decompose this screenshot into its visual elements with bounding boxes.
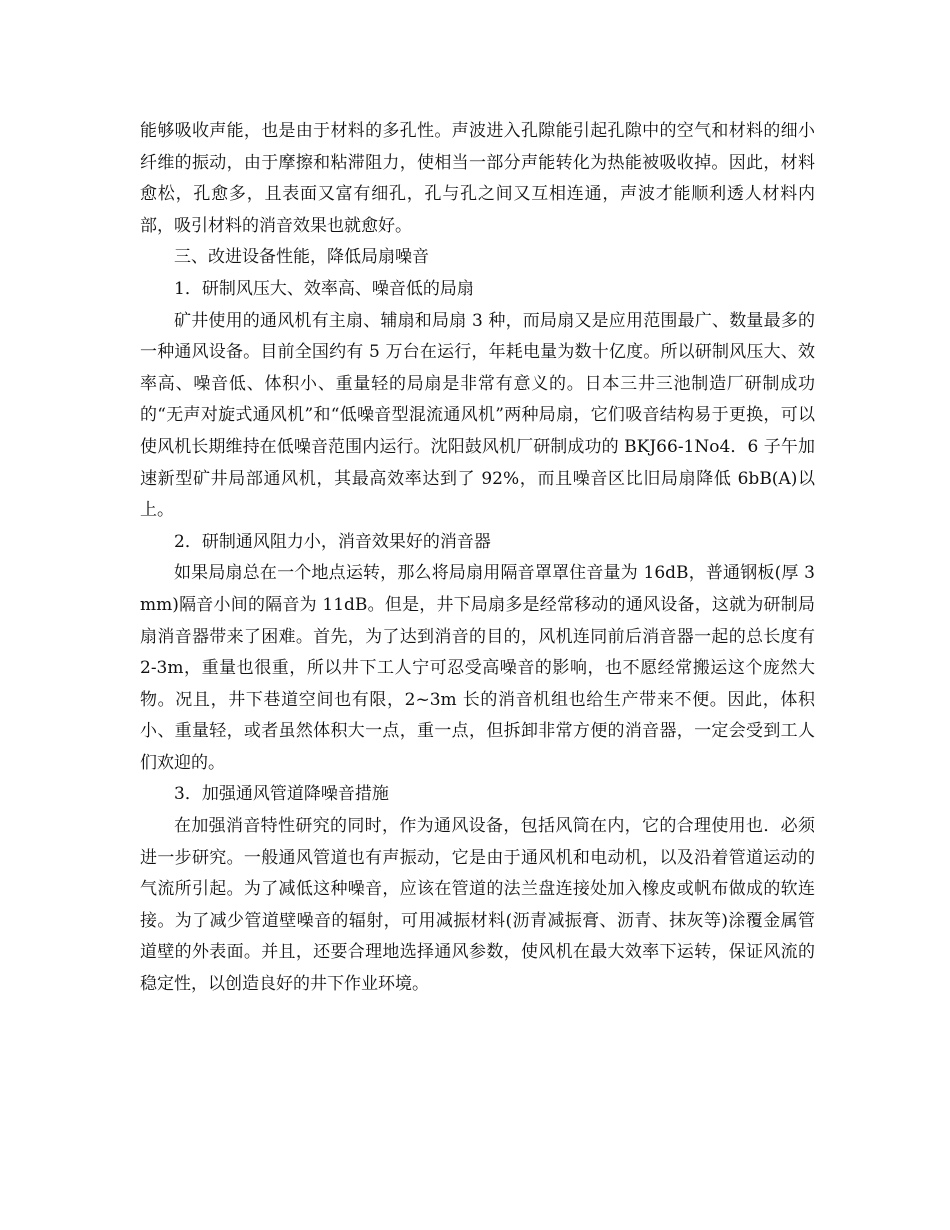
document-body bbox=[140, 116, 815, 1001]
section-heading-improve-equipment: 三、改进设备性能，降低局扇噪音 bbox=[174, 247, 429, 268]
subheading-muffler-development: 2．研制通风阻力小，消音效果好的消音器 bbox=[174, 531, 491, 552]
paragraph-local-fans: 矿井使用的通风机有主扇、辅扇和局扇 3 种，而局扇又是应用范围最广、数量最多的一种通风设备。目前全国约有 5 万台在运行，年耗电量为数十亿度。所以研制风压大、效率高、噪音低、体积小、重量轻的局扇是非常有意义的。日本三井三池制造厂研制成功的“无声对旋式通风机”和“低噪音型混流通风机”两种局扇，它们吸音结构易于更换，可以使风机长期维持在低噪音范围内运行。沈阳鼓风机厂研制成功的 BKJ66-1No4．6 子午加速新型矿井局部通风机，其最高效率达到了 92%，而且噪音区比旧局扇降低 6bB(A)以上。 bbox=[140, 310, 815, 521]
paragraph-muffler: 如果局扇总在一个地点运转，那么将局扇用隔音罩罩住音量为 16dB，普通钢板(厚 3mm)隔音小间的隔音为 11dB。但是，井下局扇多是经常移动的通风设备，这就为研制局扇消音器带来了困难。首先，为了达到消音的目的，风机连同前后消音器一起的总长度有 2-3m，重量也很重，所以井下工人宁可忍受高噪音的影响，也不愿经常搬运这个庞然大物。况且，井下巷道空间也有限，2~3m 长的消音机组也给生产带来不便。因此，体积小、重量轻，或者虽然体积大一点，重一点，但拆卸非常方便的消音器，一定会受到工人们欢迎的。 bbox=[140, 563, 815, 773]
paragraph-porous-absorption: 能够吸收声能，也是由于材料的多孔性。声波进入孔隙能引起孔隙中的空气和材料的细小纤维的振动，由于摩擦和粘滞阻力，使相当一部分声能转化为热能被吸收掉。因此，材料愈松，孔愈多，且表面又富有细孔，孔与孔之间又互相连通，声波才能顺利透人材料内部，吸引材料的消音效果也就愈好。 bbox=[140, 121, 815, 236]
subheading-duct-noise: 3．加强通风管道降噪音措施 bbox=[174, 784, 389, 805]
subheading-fan-development: 1．研制风压大、效率高、噪音低的局扇 bbox=[174, 278, 474, 299]
paragraph-duct-noise: 在加强消音特性研究的同时，作为通风设备，包括风筒在内，它的合理使用也．必须进一步研究。一般通风管道也有声振动，它是由于通风机和电动机，以及沿着管道运动的气流所引起。为了减低这种噪音，应该在管道的法兰盘连接处加入橡皮或帆布做成的软连接。为了减少管道壁噪音的辐射，可用减振材料(沥青减振膏、沥青、抹灰等)涂覆金属管道壁的外表面。并且，还要合理地选择通风参数，使风机在最大效率下运转，保证风流的稳定性，以创造良好的井下作业环境。 bbox=[140, 816, 815, 995]
